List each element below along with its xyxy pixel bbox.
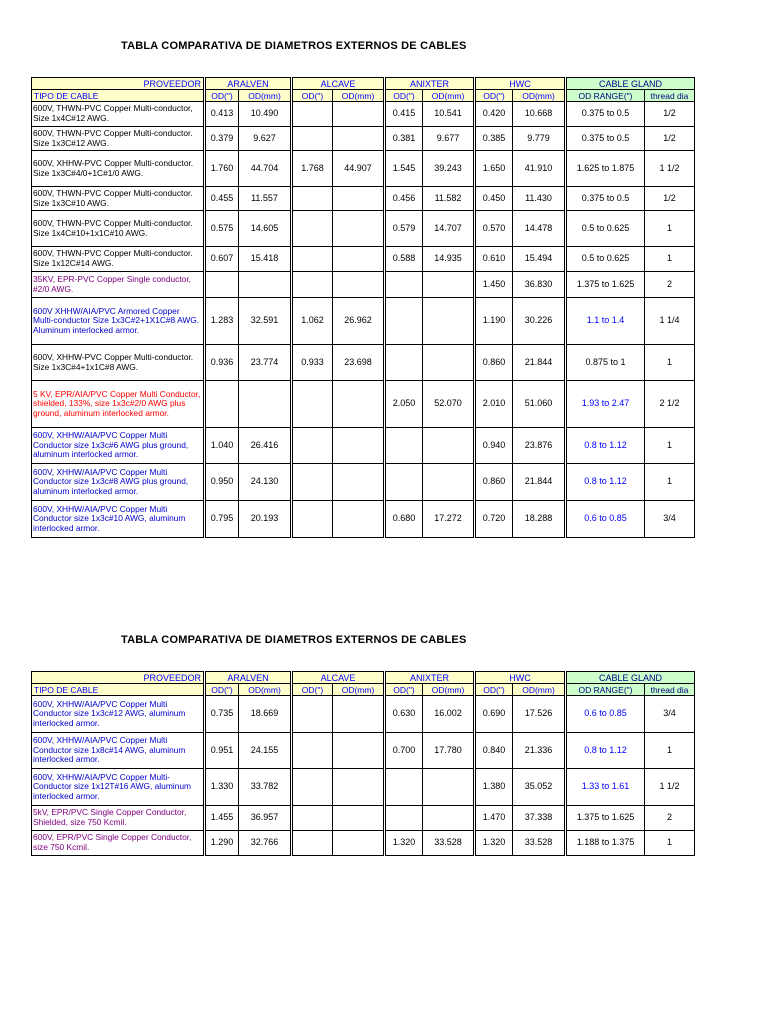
comparison-table-2 xyxy=(31,671,695,856)
alcave-od-mm-cell xyxy=(333,127,385,151)
anixter-od-in-cell: 0.415 xyxy=(385,102,423,127)
od-in-header: OD(") xyxy=(205,684,239,696)
anixter-od-in-cell: 0.700 xyxy=(385,733,423,769)
cable-description-cell: 600V, XHHW-PVC Copper Multi-conductor. Size 1x3C#4+1x1C#8 AWG. xyxy=(32,345,205,381)
od-in-header: OD(") xyxy=(292,684,333,696)
alcave-od-mm-cell xyxy=(333,211,385,247)
aralven-od-mm-cell: 20.193 xyxy=(239,501,292,538)
anixter-od-in-cell xyxy=(385,428,423,464)
cable-description-cell: 600V, XHHW/AIA/PVC Copper Multi Conductor size 1x8c#14 AWG, aluminum interlocked armor. xyxy=(32,733,205,769)
hwc-od-in-cell: 2.010 xyxy=(475,381,513,428)
anixter-od-in-cell: 1.320 xyxy=(385,831,423,856)
aralven-od-mm-cell: 36.957 xyxy=(239,806,292,831)
table-row xyxy=(32,501,695,538)
od-range-cell: 1.188 to 1.375 xyxy=(566,831,645,856)
alcave-od-mm-cell: 23.698 xyxy=(333,345,385,381)
od-mm-header: OD(mm) xyxy=(333,684,385,696)
alcave-od-in-cell xyxy=(292,464,333,501)
anixter-od-in-cell: 0.588 xyxy=(385,247,423,272)
cable-description-cell: 600V, THWN-PVC Copper Multi-conductor, Size 1x4C#12 AWG. xyxy=(32,102,205,127)
alcave-od-in-cell xyxy=(292,272,333,298)
thread-dia-cell: 1/2 xyxy=(645,187,695,211)
alcave-od-mm-cell: 26.962 xyxy=(333,298,385,345)
cable-description-cell: 600V, XHHW/AIA/PVC Copper Multi Conductor size 1x3c#12 AWG, aluminum interlocked armor. xyxy=(32,696,205,733)
table-2-title: TABLA COMPARATIVA DE DIAMETROS EXTERNOS DE CABLES xyxy=(121,634,467,646)
od-range-header: OD RANGE(") xyxy=(566,90,645,102)
anixter-od-in-cell: 2.050 xyxy=(385,381,423,428)
hwc-od-in-cell: 0.420 xyxy=(475,102,513,127)
aralven-od-in-cell: 0.950 xyxy=(205,464,239,501)
alcave-od-mm-cell xyxy=(333,733,385,769)
od-range-cell: 0.5 to 0.625 xyxy=(566,247,645,272)
od-range-cell: 1.375 to 1.625 xyxy=(566,272,645,298)
aralven-od-mm-cell: 33.782 xyxy=(239,769,292,806)
cable-gland-header: CABLE GLAND xyxy=(566,78,695,90)
comparison-table-1 xyxy=(31,77,695,538)
od-range-cell: 1.93 to 2.47 xyxy=(566,381,645,428)
aralven-od-in-cell xyxy=(205,272,239,298)
table-row xyxy=(32,102,695,127)
aralven-od-in-cell: 1.455 xyxy=(205,806,239,831)
thread-dia-cell: 1 xyxy=(645,211,695,247)
aralven-od-mm-cell xyxy=(239,381,292,428)
hwc-od-mm-cell: 30.226 xyxy=(513,298,566,345)
thread-dia-cell: 2 1/2 xyxy=(645,381,695,428)
hwc-od-mm-cell: 21.844 xyxy=(513,345,566,381)
alcave-od-in-cell xyxy=(292,831,333,856)
od-mm-header: OD(mm) xyxy=(513,684,566,696)
alcave-od-mm-cell xyxy=(333,247,385,272)
anixter-od-mm-cell xyxy=(423,769,475,806)
hwc-od-mm-cell: 10.668 xyxy=(513,102,566,127)
od-range-cell: 0.8 to 1.12 xyxy=(566,733,645,769)
alcave-header: ALCAVE xyxy=(292,78,385,90)
aralven-od-mm-cell: 15.418 xyxy=(239,247,292,272)
alcave-od-in-cell xyxy=(292,102,333,127)
hwc-header: HWC xyxy=(475,78,566,90)
anixter-od-mm-cell xyxy=(423,464,475,501)
thread-dia-header: thread dia xyxy=(645,684,695,696)
anixter-od-in-cell xyxy=(385,272,423,298)
od-range-cell: 0.5 to 0.625 xyxy=(566,211,645,247)
od-range-cell: 1.625 to 1.875 xyxy=(566,151,645,187)
anixter-od-in-cell: 0.381 xyxy=(385,127,423,151)
thread-dia-cell: 1 xyxy=(645,428,695,464)
cable-description-cell: 5 KV, EPR/AIA/PVC Copper Multi Conductor, shielded, 133%, size 1x3c#2/0 AWG plus ground, aluminum interlocked armor. xyxy=(32,381,205,428)
anixter-od-mm-cell: 9.677 xyxy=(423,127,475,151)
od-in-header: OD(") xyxy=(475,684,513,696)
tipo-de-cable-header: TIPO DE CABLE xyxy=(32,684,205,696)
od-mm-header: OD(mm) xyxy=(239,684,292,696)
aralven-od-in-cell: 1.330 xyxy=(205,769,239,806)
thread-dia-header: thread dia xyxy=(645,90,695,102)
alcave-od-in-cell xyxy=(292,733,333,769)
aralven-od-mm-cell: 24.130 xyxy=(239,464,292,501)
hwc-od-mm-cell: 15.494 xyxy=(513,247,566,272)
aralven-od-in-cell: 0.455 xyxy=(205,187,239,211)
table-row xyxy=(32,247,695,272)
hwc-od-mm-cell: 23.876 xyxy=(513,428,566,464)
alcave-od-mm-cell: 44.907 xyxy=(333,151,385,187)
hwc-od-in-cell: 0.860 xyxy=(475,464,513,501)
od-mm-header: OD(mm) xyxy=(423,684,475,696)
aralven-od-mm-cell: 14.605 xyxy=(239,211,292,247)
anixter-od-mm-cell: 16.002 xyxy=(423,696,475,733)
thread-dia-cell: 1 xyxy=(645,831,695,856)
od-in-header: OD(") xyxy=(205,90,239,102)
anixter-od-in-cell: 0.579 xyxy=(385,211,423,247)
aralven-header: ARALVEN xyxy=(205,78,292,90)
od-mm-header: OD(mm) xyxy=(333,90,385,102)
table-row xyxy=(32,806,695,831)
cable-description-cell: 600V, THWN-PVC Copper Multi-conductor. Size 1x3C#10 AWG. xyxy=(32,187,205,211)
thread-dia-cell: 2 xyxy=(645,806,695,831)
thread-dia-cell: 1 xyxy=(645,733,695,769)
table-row xyxy=(32,298,695,345)
aralven-od-mm-cell xyxy=(239,272,292,298)
anixter-od-mm-cell xyxy=(423,806,475,831)
anixter-od-mm-cell xyxy=(423,298,475,345)
cable-description-cell: 600V, XHHW/AIA/PVC Copper Multi-Conductor size 1x12T#16 AWG, aluminum interlocked armor. xyxy=(32,769,205,806)
hwc-od-mm-cell: 17.526 xyxy=(513,696,566,733)
anixter-od-mm-cell: 39.243 xyxy=(423,151,475,187)
alcave-od-in-cell xyxy=(292,501,333,538)
od-range-cell: 1.33 to 1.61 xyxy=(566,769,645,806)
anixter-od-mm-cell: 17.780 xyxy=(423,733,475,769)
anixter-od-mm-cell: 52.070 xyxy=(423,381,475,428)
alcave-od-in-cell: 0.933 xyxy=(292,345,333,381)
alcave-od-in-cell xyxy=(292,187,333,211)
anixter-od-in-cell xyxy=(385,345,423,381)
hwc-od-mm-cell: 9.779 xyxy=(513,127,566,151)
aralven-od-in-cell: 0.936 xyxy=(205,345,239,381)
od-range-cell: 1.1 to 1.4 xyxy=(566,298,645,345)
od-mm-header: OD(mm) xyxy=(513,90,566,102)
od-range-cell: 0.8 to 1.12 xyxy=(566,464,645,501)
hwc-od-in-cell: 0.450 xyxy=(475,187,513,211)
hwc-od-mm-cell: 14.478 xyxy=(513,211,566,247)
anixter-od-in-cell xyxy=(385,298,423,345)
alcave-od-mm-cell xyxy=(333,381,385,428)
od-in-header: OD(") xyxy=(475,90,513,102)
aralven-od-in-cell: 0.951 xyxy=(205,733,239,769)
anixter-od-in-cell xyxy=(385,769,423,806)
cable-description-cell: 5kV, EPR/PVC Single Copper Conductor, Shielded, size 750 Kcmil. xyxy=(32,806,205,831)
hwc-od-in-cell: 0.570 xyxy=(475,211,513,247)
alcave-od-in-cell xyxy=(292,381,333,428)
alcave-od-mm-cell xyxy=(333,102,385,127)
hwc-header: HWC xyxy=(475,672,566,684)
alcave-od-in-cell xyxy=(292,428,333,464)
od-range-cell: 0.875 to 1 xyxy=(566,345,645,381)
aralven-od-mm-cell: 11.557 xyxy=(239,187,292,211)
hwc-od-in-cell: 0.940 xyxy=(475,428,513,464)
thread-dia-cell: 1 1/2 xyxy=(645,151,695,187)
table-row xyxy=(32,127,695,151)
aralven-od-mm-cell: 18.669 xyxy=(239,696,292,733)
cable-description-cell: 35KV, EPR-PVC Copper Single conductor, #2/0 AWG. xyxy=(32,272,205,298)
thread-dia-cell: 1 xyxy=(645,464,695,501)
cable-description-cell: 600V, THWN-PVC Copper Multi-conductor. Size 1x3C#12 AWG. xyxy=(32,127,205,151)
thread-dia-cell: 1 1/4 xyxy=(645,298,695,345)
alcave-od-mm-cell xyxy=(333,272,385,298)
hwc-od-mm-cell: 21.336 xyxy=(513,733,566,769)
thread-dia-cell: 2 xyxy=(645,272,695,298)
anixter-od-in-cell xyxy=(385,806,423,831)
anixter-od-in-cell: 0.630 xyxy=(385,696,423,733)
cable-description-cell: 600V, XHHW/AIA/PVC Copper Multi Conductor size 1x3c#8 AWG plus ground, aluminum interlocked armor. xyxy=(32,464,205,501)
od-mm-header: OD(mm) xyxy=(239,90,292,102)
aralven-od-in-cell: 1.283 xyxy=(205,298,239,345)
table-row xyxy=(32,831,695,856)
thread-dia-cell: 1/2 xyxy=(645,127,695,151)
hwc-od-mm-cell: 51.060 xyxy=(513,381,566,428)
aralven-od-mm-cell: 26.416 xyxy=(239,428,292,464)
anixter-od-mm-cell: 33.528 xyxy=(423,831,475,856)
od-range-cell: 0.8 to 1.12 xyxy=(566,428,645,464)
alcave-od-mm-cell xyxy=(333,806,385,831)
table-row xyxy=(32,696,695,733)
cable-description-cell: 600V, XHHW/AIA/PVC Copper Multi Conductor size 1x3c#10 AWG, aluminum interlocked armor. xyxy=(32,501,205,538)
cable-description-cell: 600V, XHHW/AIA/PVC Copper Multi Conductor size 1x3c#6 AWG plus ground, aluminum interlocked armor. xyxy=(32,428,205,464)
table-row xyxy=(32,428,695,464)
anixter-od-in-cell xyxy=(385,464,423,501)
aralven-od-mm-cell: 9.627 xyxy=(239,127,292,151)
aralven-od-in-cell: 0.575 xyxy=(205,211,239,247)
hwc-od-in-cell: 1.650 xyxy=(475,151,513,187)
cable-gland-header: CABLE GLAND xyxy=(566,672,695,684)
anixter-od-mm-cell: 10.541 xyxy=(423,102,475,127)
alcave-od-mm-cell xyxy=(333,464,385,501)
thread-dia-cell: 3/4 xyxy=(645,696,695,733)
hwc-od-mm-cell: 37.338 xyxy=(513,806,566,831)
alcave-od-in-cell xyxy=(292,769,333,806)
cable-description-cell: 600V, XHHW-PVC Copper Multi-conductor. Size 1x3C#4/0+1C#1/0 AWG. xyxy=(32,151,205,187)
hwc-od-in-cell: 1.190 xyxy=(475,298,513,345)
table-row xyxy=(32,151,695,187)
hwc-od-mm-cell: 11.430 xyxy=(513,187,566,211)
thread-dia-cell: 1 xyxy=(645,345,695,381)
aralven-header: ARALVEN xyxy=(205,672,292,684)
hwc-od-in-cell: 1.320 xyxy=(475,831,513,856)
aralven-od-mm-cell: 24.155 xyxy=(239,733,292,769)
table-row xyxy=(32,769,695,806)
od-range-cell: 1.375 to 1.625 xyxy=(566,806,645,831)
cable-description-cell: 600V, THWN-PVC Copper Multi-conductor. Size 1x12C#14 AWG. xyxy=(32,247,205,272)
tipo-de-cable-header: TIPO DE CABLE xyxy=(32,90,205,102)
hwc-od-mm-cell: 35.052 xyxy=(513,769,566,806)
anixter-header: ANIXTER xyxy=(385,78,475,90)
aralven-od-in-cell: 1.290 xyxy=(205,831,239,856)
aralven-od-mm-cell: 32.766 xyxy=(239,831,292,856)
od-range-header: OD RANGE(") xyxy=(566,684,645,696)
anixter-od-mm-cell: 14.935 xyxy=(423,247,475,272)
aralven-od-in-cell: 1.040 xyxy=(205,428,239,464)
hwc-od-mm-cell: 36.830 xyxy=(513,272,566,298)
hwc-od-mm-cell: 41.910 xyxy=(513,151,566,187)
hwc-od-in-cell: 1.450 xyxy=(475,272,513,298)
aralven-od-in-cell xyxy=(205,381,239,428)
anixter-od-in-cell: 0.456 xyxy=(385,187,423,211)
alcave-od-mm-cell xyxy=(333,696,385,733)
alcave-od-in-cell xyxy=(292,806,333,831)
alcave-od-mm-cell xyxy=(333,187,385,211)
aralven-od-in-cell: 1.760 xyxy=(205,151,239,187)
aralven-od-in-cell: 0.795 xyxy=(205,501,239,538)
alcave-od-mm-cell xyxy=(333,769,385,806)
anixter-od-mm-cell xyxy=(423,272,475,298)
anixter-od-mm-cell: 11.582 xyxy=(423,187,475,211)
od-in-header: OD(") xyxy=(385,684,423,696)
table-row xyxy=(32,187,695,211)
table-row xyxy=(32,345,695,381)
cable-description-cell: 600V XHHW/AIA/PVC Armored Copper Multi-conductor Size 1x3C#2+1X1C#8 AWG. Aluminum interlocked armor. xyxy=(32,298,205,345)
anixter-od-mm-cell xyxy=(423,345,475,381)
aralven-od-in-cell: 0.735 xyxy=(205,696,239,733)
aralven-od-mm-cell: 23.774 xyxy=(239,345,292,381)
aralven-od-mm-cell: 10.490 xyxy=(239,102,292,127)
alcave-od-in-cell xyxy=(292,247,333,272)
thread-dia-cell: 3/4 xyxy=(645,501,695,538)
proveedor-header: PROVEEDOR xyxy=(32,78,205,90)
table-row xyxy=(32,211,695,247)
hwc-od-in-cell: 0.690 xyxy=(475,696,513,733)
alcave-od-mm-cell xyxy=(333,428,385,464)
aralven-od-mm-cell: 32.591 xyxy=(239,298,292,345)
hwc-od-in-cell: 0.385 xyxy=(475,127,513,151)
anixter-od-mm-cell xyxy=(423,428,475,464)
alcave-od-mm-cell xyxy=(333,831,385,856)
hwc-od-in-cell: 1.380 xyxy=(475,769,513,806)
cable-description-cell: 600V, EPR/PVC Single Copper Conductor, size 750 Kcmil. xyxy=(32,831,205,856)
od-range-cell: 0.6 to 0.85 xyxy=(566,501,645,538)
od-range-cell: 0.375 to 0.5 xyxy=(566,102,645,127)
anixter-od-mm-cell: 17.272 xyxy=(423,501,475,538)
aralven-od-in-cell: 0.413 xyxy=(205,102,239,127)
table-row xyxy=(32,464,695,501)
alcave-od-in-cell: 1.062 xyxy=(292,298,333,345)
od-in-header: OD(") xyxy=(385,90,423,102)
hwc-od-mm-cell: 21.844 xyxy=(513,464,566,501)
alcave-od-in-cell xyxy=(292,127,333,151)
od-range-cell: 0.6 to 0.85 xyxy=(566,696,645,733)
hwc-od-in-cell: 1.470 xyxy=(475,806,513,831)
od-mm-header: OD(mm) xyxy=(423,90,475,102)
cable-description-cell: 600V, THWN-PVC Copper Multi-conductor. Size 1x4C#10+1x1C#10 AWG. xyxy=(32,211,205,247)
hwc-od-mm-cell: 18.288 xyxy=(513,501,566,538)
alcave-od-mm-cell xyxy=(333,501,385,538)
aralven-od-in-cell: 0.607 xyxy=(205,247,239,272)
thread-dia-cell: 1/2 xyxy=(645,102,695,127)
alcave-od-in-cell: 1.768 xyxy=(292,151,333,187)
alcave-header: ALCAVE xyxy=(292,672,385,684)
anixter-header: ANIXTER xyxy=(385,672,475,684)
aralven-od-mm-cell: 44.704 xyxy=(239,151,292,187)
alcave-od-in-cell xyxy=(292,696,333,733)
thread-dia-cell: 1 xyxy=(645,247,695,272)
od-in-header: OD(") xyxy=(292,90,333,102)
proveedor-header: PROVEEDOR xyxy=(32,672,205,684)
table-1-title: TABLA COMPARATIVA DE DIAMETROS EXTERNOS DE CABLES xyxy=(121,40,467,52)
alcave-od-in-cell xyxy=(292,211,333,247)
anixter-od-mm-cell: 14.707 xyxy=(423,211,475,247)
aralven-od-in-cell: 0.379 xyxy=(205,127,239,151)
anixter-od-in-cell: 1.545 xyxy=(385,151,423,187)
table-row xyxy=(32,272,695,298)
hwc-od-mm-cell: 33.528 xyxy=(513,831,566,856)
hwc-od-in-cell: 0.610 xyxy=(475,247,513,272)
hwc-od-in-cell: 0.840 xyxy=(475,733,513,769)
thread-dia-cell: 1 1/2 xyxy=(645,769,695,806)
table-row xyxy=(32,381,695,428)
table-row xyxy=(32,733,695,769)
hwc-od-in-cell: 0.860 xyxy=(475,345,513,381)
hwc-od-in-cell: 0.720 xyxy=(475,501,513,538)
anixter-od-in-cell: 0.680 xyxy=(385,501,423,538)
od-range-cell: 0.375 to 0.5 xyxy=(566,187,645,211)
od-range-cell: 0.375 to 0.5 xyxy=(566,127,645,151)
